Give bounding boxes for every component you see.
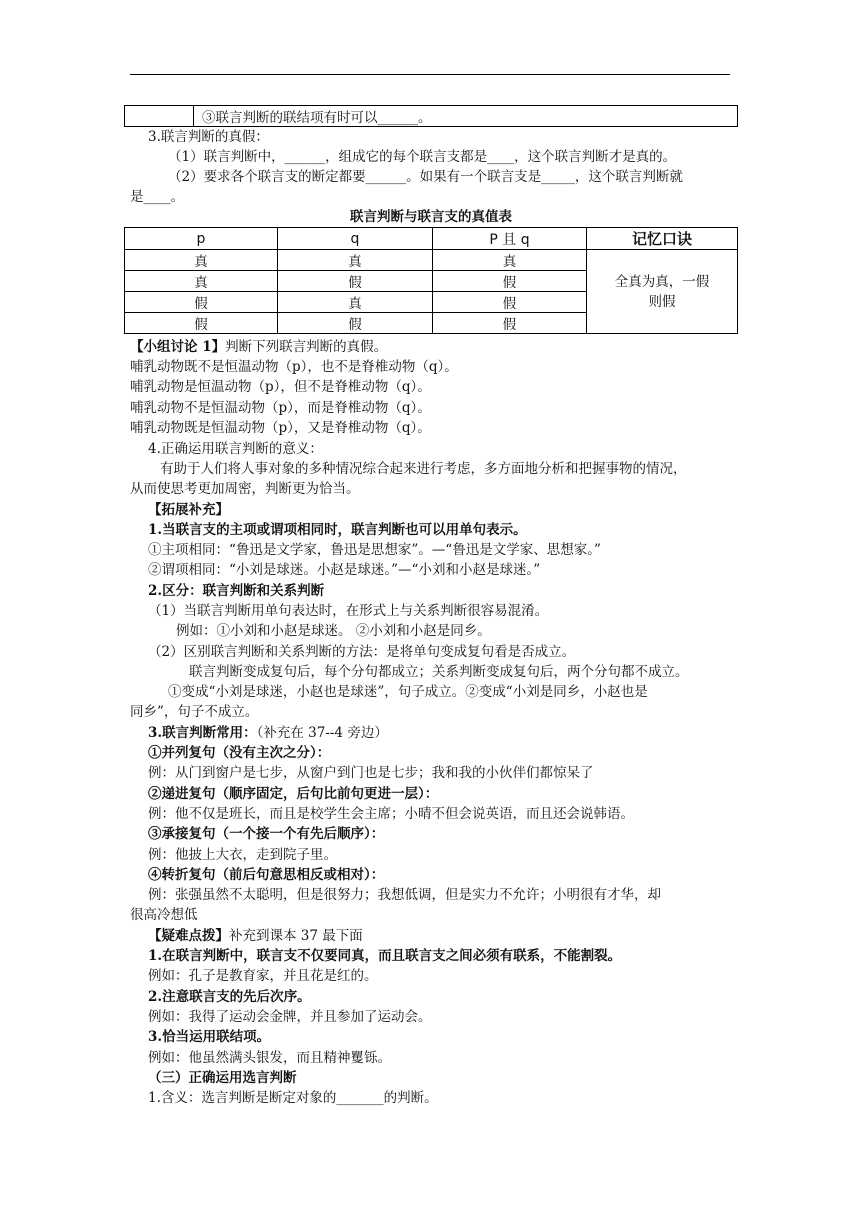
extension-p2-b: 例如：①小刘和小赵是球迷。 ②小刘和小赵是同乡。 bbox=[176, 623, 491, 639]
difficulty-heading: 【疑难点拨】 bbox=[148, 928, 229, 944]
difficulty-line bbox=[148, 926, 745, 946]
extension-p1-a: ①主项相同：“鲁迅是文学家，鲁迅是思想家”。—“鲁迅是文学家、思想家。” bbox=[148, 542, 601, 558]
truth-table-cell: 真 bbox=[125, 271, 278, 292]
truth-table-header: 记忆口诀 bbox=[587, 228, 738, 250]
discussion-item: 哺乳动物是恒温动物（p），但不是脊椎动物（q）。 bbox=[130, 379, 431, 395]
sec4-line: 从而使思考更加周密，判断更为恰当。 bbox=[130, 481, 360, 497]
truth-table bbox=[124, 227, 738, 334]
sec3-p1: （1）联言判断中，______，组成它的每个联言支都是____，这个联言判断才是真的。 bbox=[168, 149, 677, 165]
difficulty-1-title: 1.在联言判断中，联言支不仅要同真，而且联言支之间必须有联系，不能割裂。 bbox=[148, 948, 622, 964]
truth-table-cell: 假 bbox=[125, 313, 278, 334]
compound-3-example: 例：他披上大衣，走到院子里。 bbox=[148, 847, 337, 863]
truth-table-header: p bbox=[125, 228, 278, 250]
truth-table-cell: 真 bbox=[278, 292, 433, 313]
truth-table-title: 联言判断与联言支的真值表 bbox=[350, 209, 512, 225]
extension-p2-f: 同乡”，句子不成立。 bbox=[130, 704, 259, 720]
extension-p2-d: 联言判断变成复句后，每个分句都成立；关系判断变成复句后，两个分句都不成立。 bbox=[189, 664, 689, 680]
sec4-heading: 4.正确运用联言判断的意义： bbox=[148, 441, 323, 457]
compound-1-title: ①并列复句（没有主次之分）： bbox=[148, 745, 331, 761]
top-table-text: ③联言判断的联结项有时可以______。 bbox=[194, 106, 738, 127]
truth-table-cell: 真 bbox=[278, 250, 433, 271]
compound-3-title: ③承接复句（一个接一个有先后顺序）： bbox=[148, 826, 385, 842]
truth-table-row bbox=[125, 250, 738, 271]
top-table-empty-cell bbox=[125, 106, 194, 127]
extension-p3-line bbox=[148, 723, 745, 743]
extension-p1-b: ②谓项相同：“小刘是球迷。小赵是球迷。”—“小刘和小赵是球迷。” bbox=[148, 562, 541, 578]
extension-p2-title: 2.区分：联言判断和关系判断 bbox=[148, 583, 325, 599]
truth-table-header: P 且 q bbox=[433, 228, 587, 250]
extension-p2-a: （1）当联言判断用单句表达时，在形式上与关系判断很容易混淆。 bbox=[148, 603, 549, 619]
truth-table-cell: 假 bbox=[125, 292, 278, 313]
compound-2-title: ②递进复句（顺序固定，后句比前句更进一层）： bbox=[148, 786, 439, 802]
section-three-definition: 1.含义：选言判断是断定对象的_______的判断。 bbox=[148, 1090, 438, 1106]
compound-4-title: ④转折复句（前后句意思相反或相对）： bbox=[148, 867, 385, 883]
sec3-heading: 3.联言判断的真假： bbox=[148, 129, 269, 145]
truth-table-cell: 真 bbox=[125, 250, 278, 271]
sec4-line: 有助于人们将人事对象的多种情况综合起来进行考虑，多方面地分析和把握事物的情况， bbox=[160, 461, 687, 477]
difficulty-2-title: 2.注意联言支的先后次序。 bbox=[148, 989, 311, 1005]
truth-table-cell: 真 bbox=[433, 250, 587, 271]
discussion-prompt: 判断下列联言判断的真假。 bbox=[225, 339, 388, 355]
difficulty-1-example: 例如：孔子是教育家，并且花是红的。 bbox=[148, 968, 378, 984]
memo-line: 全真为真，一假 bbox=[614, 273, 710, 290]
discussion-item: 哺乳动物既不是恒温动物（p），也不是脊椎动物（q）。 bbox=[130, 359, 458, 375]
extension-p1-title: 1.当联言支的主项或谓项相同时，联言判断也可以用单句表示。 bbox=[148, 522, 527, 538]
truth-table-memo bbox=[587, 250, 738, 334]
extension-p2-e: ①变成“小刘是球迷，小赵也是球迷”，句子成立。②变成“小刘是同乡，小赵也是 bbox=[168, 684, 648, 700]
sec3-p2b: 是____。 bbox=[130, 189, 184, 205]
difficulty-3-example: 例如：他虽然满头银发，而且精神矍铄。 bbox=[148, 1050, 391, 1066]
truth-table-header: q bbox=[278, 228, 433, 250]
discussion-item: 哺乳动物不是恒温动物（p），而是脊椎动物（q）。 bbox=[130, 400, 431, 416]
compound-4-example-cont: 很高冷想低 bbox=[130, 907, 198, 923]
extension-p3-title: 3.联言判断常用： bbox=[148, 725, 257, 741]
header-rule bbox=[130, 74, 730, 75]
top-table bbox=[124, 105, 738, 127]
extension-p3-note: （补充在 37--4 旁边） bbox=[256, 725, 388, 741]
compound-1-example: 例：从门到窗户是七步，从窗户到门也是七步；我和我的小伙伴们都惊呆了 bbox=[148, 765, 594, 781]
memo-line: 则假 bbox=[648, 293, 676, 310]
truth-table-cell: 假 bbox=[433, 313, 587, 334]
discussion-item: 哺乳动物既是恒温动物（p），又是脊椎动物（q）。 bbox=[130, 420, 431, 436]
truth-table-cell: 假 bbox=[433, 292, 587, 313]
truth-table-cell: 假 bbox=[433, 271, 587, 292]
compound-2-example: 例：他不仅是班长，而且是校学生会主席；小晴不但会说英语，而且还会说韩语。 bbox=[148, 806, 634, 822]
extension-p2-c: （2）区别联言判断和关系判断的方法：是将单句变成复句看是否成立。 bbox=[148, 644, 576, 660]
truth-table-cell: 假 bbox=[278, 271, 433, 292]
sec3-p2a: （2）要求各个联言支的断定都要______。如果有一个联言支是_____，这个联言判断就 bbox=[168, 169, 683, 185]
truth-table-header-row bbox=[125, 228, 738, 250]
discussion-line bbox=[130, 337, 745, 357]
extension-heading: 【拓展补充】 bbox=[148, 502, 229, 518]
compound-4-example: 例：张强虽然不太聪明，但是很努力；我想低调，但是实力不允许；小明很有才华，却 bbox=[148, 887, 661, 903]
discussion-heading: 【小组讨论 1】 bbox=[130, 339, 226, 355]
section-three-heading: （三）正确运用选言判断 bbox=[148, 1070, 297, 1086]
difficulty-note: 补充到课本 37 最下面 bbox=[229, 928, 363, 944]
difficulty-2-example: 例如：我得了运动会金牌，并且参加了运动会。 bbox=[148, 1009, 432, 1025]
truth-table-cell: 假 bbox=[278, 313, 433, 334]
difficulty-3-title: 3.恰当运用联结项。 bbox=[148, 1029, 271, 1045]
